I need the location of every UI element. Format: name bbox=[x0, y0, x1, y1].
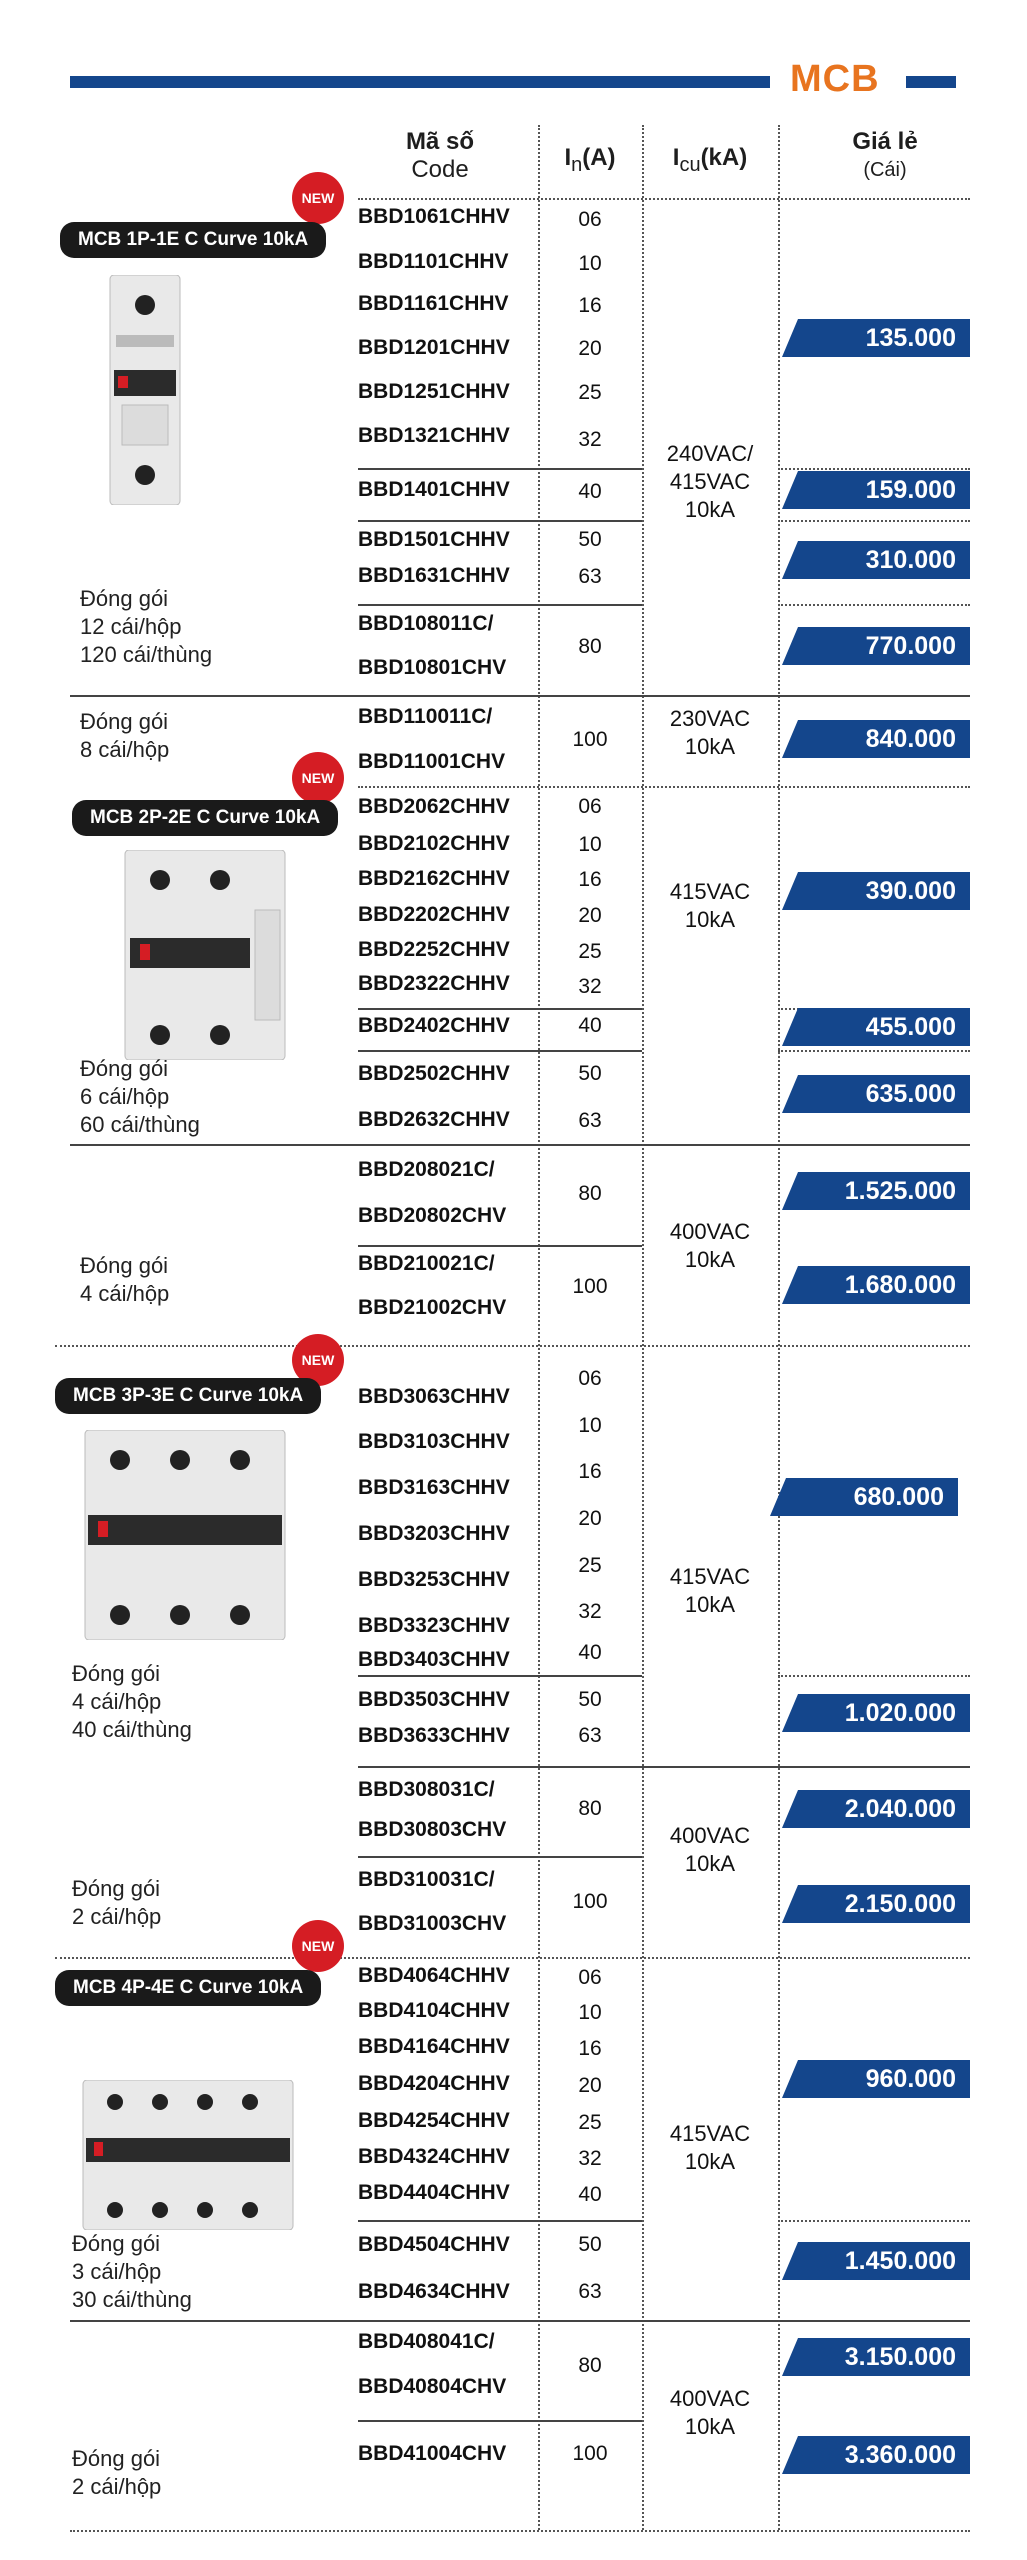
rated-current: 10 bbox=[578, 1414, 602, 1437]
pack-info: Đóng gói 4 cái/hộp bbox=[80, 1253, 170, 1306]
pack-info: Đóng gói 2 cái/hộp bbox=[72, 1876, 162, 1929]
rated-current: 25 bbox=[578, 940, 602, 963]
product-code: BBD1161CHHV bbox=[358, 292, 509, 315]
rated-current: 06 bbox=[578, 208, 602, 231]
price-tag bbox=[782, 1172, 970, 1210]
rated-current: 25 bbox=[578, 1554, 602, 1577]
divider-code-amp bbox=[538, 125, 540, 2530]
rated-current: 100 bbox=[572, 1890, 608, 1913]
price-value: 135.000 bbox=[865, 324, 956, 352]
product-code: BBD108011C/ bbox=[358, 612, 494, 635]
rated-current: 40 bbox=[578, 1014, 602, 1037]
s1-sep-80 bbox=[358, 604, 642, 606]
header-bar-right bbox=[906, 76, 956, 88]
product-tag: MCB 4P-4E C Curve 10kA bbox=[55, 1970, 321, 2006]
product-code: BBD308031C/ bbox=[358, 1778, 495, 1801]
product-code: BBD1631CHHV bbox=[358, 564, 510, 587]
price-value: 159.000 bbox=[865, 476, 956, 504]
s4-sep-50 bbox=[358, 2220, 642, 2222]
in-header-main: I bbox=[564, 144, 572, 171]
product-code: BBD4254CHHV bbox=[358, 2109, 510, 2132]
pack-info: Đóng gói 4 cái/hộp 40 cái/thùng bbox=[72, 1661, 192, 1742]
product-code: BBD2502CHHV bbox=[358, 1062, 510, 1085]
rated-current: 20 bbox=[578, 2074, 602, 2097]
price-tag bbox=[782, 720, 970, 758]
in-header-unit: (A) bbox=[582, 144, 616, 171]
section-sep-1 bbox=[358, 786, 970, 788]
pack-info: Đóng gói 12 cái/hộp 120 cái/thùng bbox=[80, 586, 213, 667]
rated-current: 20 bbox=[578, 1507, 602, 1530]
breaking-capacity: 400VAC 10kA bbox=[669, 1823, 751, 1876]
price-tag bbox=[770, 1478, 958, 1516]
rated-current: 10 bbox=[578, 833, 602, 856]
price-header-vi: Giá lẻ bbox=[852, 128, 918, 155]
rated-current: 50 bbox=[578, 528, 602, 551]
product-code: BBD2402CHHV bbox=[358, 1014, 510, 1037]
rated-current: 06 bbox=[578, 795, 602, 818]
price-tag bbox=[782, 2338, 970, 2376]
s3-sep-50-price bbox=[778, 1675, 970, 1677]
product-code: BBD3203CHHV bbox=[358, 1522, 510, 1545]
product-code: BBD3063CHHV bbox=[358, 1385, 510, 1408]
icu-header-sub: cu bbox=[679, 153, 701, 176]
price-tag bbox=[782, 319, 970, 357]
s4-sep-50-price bbox=[778, 2220, 970, 2222]
rated-current: 63 bbox=[578, 1724, 602, 1747]
rated-current: 40 bbox=[578, 2183, 602, 2206]
product-code: BBD1251CHHV bbox=[358, 380, 510, 403]
rated-current: 16 bbox=[578, 2037, 602, 2060]
price-value: 635.000 bbox=[865, 1080, 956, 1108]
product-code: BBD4104CHHV bbox=[358, 1999, 510, 2022]
mcb-2p-image bbox=[120, 850, 290, 1060]
mcb-3p-image bbox=[80, 1430, 290, 1640]
price-header-unit: (Cái) bbox=[863, 159, 907, 181]
product-tag: MCB 1P-1E C Curve 10kA bbox=[60, 222, 326, 258]
product-code: BBD4404CHHV bbox=[358, 2181, 510, 2204]
rated-current: 16 bbox=[578, 1460, 602, 1483]
product-code: BBD3103CHHV bbox=[358, 1430, 510, 1453]
breaking-capacity: 415VAC 10kA bbox=[669, 1564, 751, 1617]
price-tag bbox=[782, 2436, 970, 2474]
price-tag bbox=[782, 1885, 970, 1923]
column-header-icu bbox=[650, 144, 770, 179]
page-title: MCB bbox=[790, 58, 880, 100]
price-value: 960.000 bbox=[865, 2065, 956, 2093]
product-code: BBD4064CHHV bbox=[358, 1964, 510, 1987]
rated-current: 32 bbox=[578, 975, 602, 998]
product-code: BBD1101CHHV bbox=[358, 250, 509, 273]
price-tag bbox=[782, 1694, 970, 1732]
product-code: BBD2202CHHV bbox=[358, 903, 510, 926]
product-code: BBD208021C/ bbox=[358, 1158, 495, 1181]
product-code: BBD4324CHHV bbox=[358, 2145, 510, 2168]
product-code: BBD4164CHHV bbox=[358, 2035, 510, 2058]
in-header-sub: n bbox=[571, 153, 583, 176]
price-tag bbox=[782, 471, 970, 509]
section-sep-3 bbox=[55, 1957, 970, 1959]
product-code: BBD1321CHHV bbox=[358, 424, 510, 447]
column-header-in bbox=[545, 144, 635, 179]
product-code: BBD4204CHHV bbox=[358, 2072, 510, 2095]
new-badge: NEW bbox=[292, 1920, 344, 1972]
breaking-capacity: 400VAC 10kA bbox=[669, 1219, 751, 1272]
price-tag bbox=[782, 1075, 970, 1113]
divider-volt-price bbox=[778, 125, 780, 2530]
rated-current: 63 bbox=[578, 565, 602, 588]
price-tag bbox=[782, 1790, 970, 1828]
s1-sep-40 bbox=[358, 468, 642, 470]
product-code: BBD21002CHV bbox=[358, 1296, 507, 1319]
product-code: BBD3323CHHV bbox=[358, 1614, 510, 1637]
rated-current: 32 bbox=[578, 428, 602, 451]
product-code: BBD20802CHV bbox=[358, 1204, 507, 1227]
icu-header-main: I bbox=[672, 144, 680, 171]
price-tag bbox=[782, 541, 970, 579]
s2-sep-50 bbox=[358, 1050, 642, 1052]
breaking-capacity: 240VAC/ 415VAC 10kA bbox=[666, 441, 754, 522]
price-value: 770.000 bbox=[865, 632, 956, 660]
product-code: BBD30803CHV bbox=[358, 1818, 507, 1841]
code-header-vi: Mã số bbox=[405, 128, 474, 155]
product-code: BBD40804CHV bbox=[358, 2375, 507, 2398]
rated-current: 100 bbox=[572, 728, 608, 751]
s1-sep-50-price bbox=[778, 520, 970, 522]
price-tag bbox=[782, 1008, 970, 1046]
rated-current: 32 bbox=[578, 2147, 602, 2170]
rated-current: 10 bbox=[578, 252, 602, 275]
product-code: BBD3253CHHV bbox=[358, 1568, 510, 1591]
table-bottom bbox=[70, 2530, 970, 2532]
product-code: BBD1201CHHV bbox=[358, 336, 510, 359]
product-code: BBD3403CHHV bbox=[358, 1648, 510, 1671]
price-value: 1.525.000 bbox=[844, 1177, 956, 1205]
product-code: BBD408041C/ bbox=[358, 2330, 495, 2353]
s3-sep-100 bbox=[358, 1856, 642, 1858]
price-tag bbox=[782, 2242, 970, 2280]
s4-sep-100 bbox=[358, 2420, 642, 2422]
new-badge: NEW bbox=[292, 752, 344, 804]
price-value: 1.020.000 bbox=[844, 1699, 956, 1727]
product-code: BBD1501CHHV bbox=[358, 528, 510, 551]
product-tag: MCB 2P-2E C Curve 10kA bbox=[72, 800, 338, 836]
product-code: BBD1061CHHV bbox=[358, 205, 510, 228]
price-value: 2.150.000 bbox=[844, 1890, 956, 1918]
price-value: 1.680.000 bbox=[844, 1271, 956, 1299]
new-badge: NEW bbox=[292, 172, 344, 224]
price-value: 2.040.000 bbox=[844, 1795, 956, 1823]
product-code: BBD4634CHHV bbox=[358, 2280, 510, 2303]
rated-current: 16 bbox=[578, 294, 602, 317]
header-bar-left bbox=[70, 76, 770, 88]
header-separator bbox=[358, 198, 970, 200]
rated-current: 63 bbox=[578, 2280, 602, 2303]
product-code: BBD110011C/ bbox=[358, 705, 493, 728]
s1-sep-40-price bbox=[778, 468, 970, 470]
rated-current: 32 bbox=[578, 1600, 602, 1623]
product-code: BBD1401CHHV bbox=[358, 478, 510, 501]
rated-current: 80 bbox=[578, 1182, 602, 1205]
pack-info: Đóng gói 3 cái/hộp 30 cái/thùng bbox=[72, 2231, 192, 2312]
price-value: 390.000 bbox=[865, 877, 956, 905]
price-tag bbox=[782, 2060, 970, 2098]
breaking-capacity: 415VAC 10kA bbox=[669, 879, 751, 932]
product-code: BBD210021C/ bbox=[358, 1252, 495, 1275]
product-code: BBD10801CHV bbox=[358, 656, 507, 679]
product-tag: MCB 3P-3E C Curve 10kA bbox=[55, 1378, 321, 1414]
price-tag bbox=[782, 872, 970, 910]
product-code: BBD3163CHHV bbox=[358, 1476, 510, 1499]
product-code: BBD2252CHHV bbox=[358, 938, 510, 961]
s2-sep-40 bbox=[358, 1008, 642, 1010]
product-code: BBD11001CHV bbox=[358, 750, 506, 773]
divider-amp-volt bbox=[642, 125, 644, 2530]
price-value: 3.360.000 bbox=[844, 2441, 956, 2469]
product-code: BBD3503CHHV bbox=[358, 1688, 510, 1711]
product-code: BBD2632CHHV bbox=[358, 1108, 510, 1131]
price-value: 3.150.000 bbox=[844, 2343, 956, 2371]
rated-current: 50 bbox=[578, 1688, 602, 1711]
product-code: BBD2102CHHV bbox=[358, 832, 510, 855]
product-code: BBD2162CHHV bbox=[358, 867, 510, 890]
pack-info: Đóng gói 2 cái/hộp bbox=[72, 2446, 162, 2499]
product-code: BBD310031C/ bbox=[358, 1868, 495, 1891]
breaking-capacity: 415VAC 10kA bbox=[669, 2121, 751, 2174]
product-code: BBD41004CHV bbox=[358, 2442, 507, 2465]
rated-current: 10 bbox=[578, 2001, 602, 2024]
s2-sep-50-price bbox=[778, 1050, 970, 1052]
rated-current: 63 bbox=[578, 1109, 602, 1132]
pack-info: Đóng gói 6 cái/hộp 60 cái/thùng bbox=[80, 1056, 200, 1137]
column-header-code bbox=[365, 128, 515, 184]
rated-current: 16 bbox=[578, 868, 602, 891]
s2-sep-100 bbox=[358, 1245, 642, 1247]
rated-current: 40 bbox=[578, 480, 602, 503]
price-tag bbox=[782, 627, 970, 665]
price-value: 840.000 bbox=[865, 725, 956, 753]
code-header-en: Code bbox=[411, 156, 469, 183]
rated-current: 50 bbox=[578, 2233, 602, 2256]
s3-sep-50 bbox=[358, 1675, 642, 1677]
rated-current: 80 bbox=[578, 1797, 602, 1820]
mcb-1p-image bbox=[90, 275, 200, 505]
rated-current: 06 bbox=[578, 1367, 602, 1390]
price-value: 680.000 bbox=[853, 1483, 944, 1511]
rated-current: 100 bbox=[572, 2442, 608, 2465]
icu-header-unit: (kA) bbox=[700, 144, 748, 171]
rated-current: 80 bbox=[578, 635, 602, 658]
price-value: 455.000 bbox=[865, 1013, 956, 1041]
breaking-capacity: 230VAC 10kA bbox=[669, 706, 751, 759]
section-sep-2 bbox=[55, 1345, 970, 1347]
s3-sep-80 bbox=[358, 1766, 970, 1768]
price-value: 1.450.000 bbox=[844, 2247, 956, 2275]
column-header-price bbox=[800, 128, 970, 184]
rated-current: 100 bbox=[572, 1275, 608, 1298]
rated-current: 40 bbox=[578, 1641, 602, 1664]
breaking-capacity: 400VAC 10kA bbox=[669, 2386, 751, 2439]
new-badge: NEW bbox=[292, 1334, 344, 1386]
s1-sep-100 bbox=[70, 695, 970, 697]
rated-current: 25 bbox=[578, 2111, 602, 2134]
mcb-4p-image bbox=[80, 2080, 295, 2230]
product-code: BBD4504CHHV bbox=[358, 2233, 510, 2256]
rated-current: 06 bbox=[578, 1966, 602, 1989]
s2-sep-80 bbox=[70, 1144, 970, 1146]
product-code: BBD3633CHHV bbox=[358, 1724, 510, 1747]
product-code: BBD2062CHHV bbox=[358, 795, 510, 818]
rated-current: 20 bbox=[578, 904, 602, 927]
product-code: BBD31003CHV bbox=[358, 1912, 507, 1935]
product-code: BBD2322CHHV bbox=[358, 972, 510, 995]
rated-current: 20 bbox=[578, 337, 602, 360]
pack-info: Đóng gói 8 cái/hộp bbox=[80, 709, 170, 762]
price-value: 310.000 bbox=[865, 546, 956, 574]
rated-current: 80 bbox=[578, 2354, 602, 2377]
rated-current: 25 bbox=[578, 381, 602, 404]
s4-sep-80 bbox=[70, 2320, 970, 2322]
price-tag bbox=[782, 1266, 970, 1304]
s1-sep-50 bbox=[358, 520, 642, 522]
s1-sep-80-price bbox=[778, 604, 970, 606]
rated-current: 50 bbox=[578, 1062, 602, 1085]
